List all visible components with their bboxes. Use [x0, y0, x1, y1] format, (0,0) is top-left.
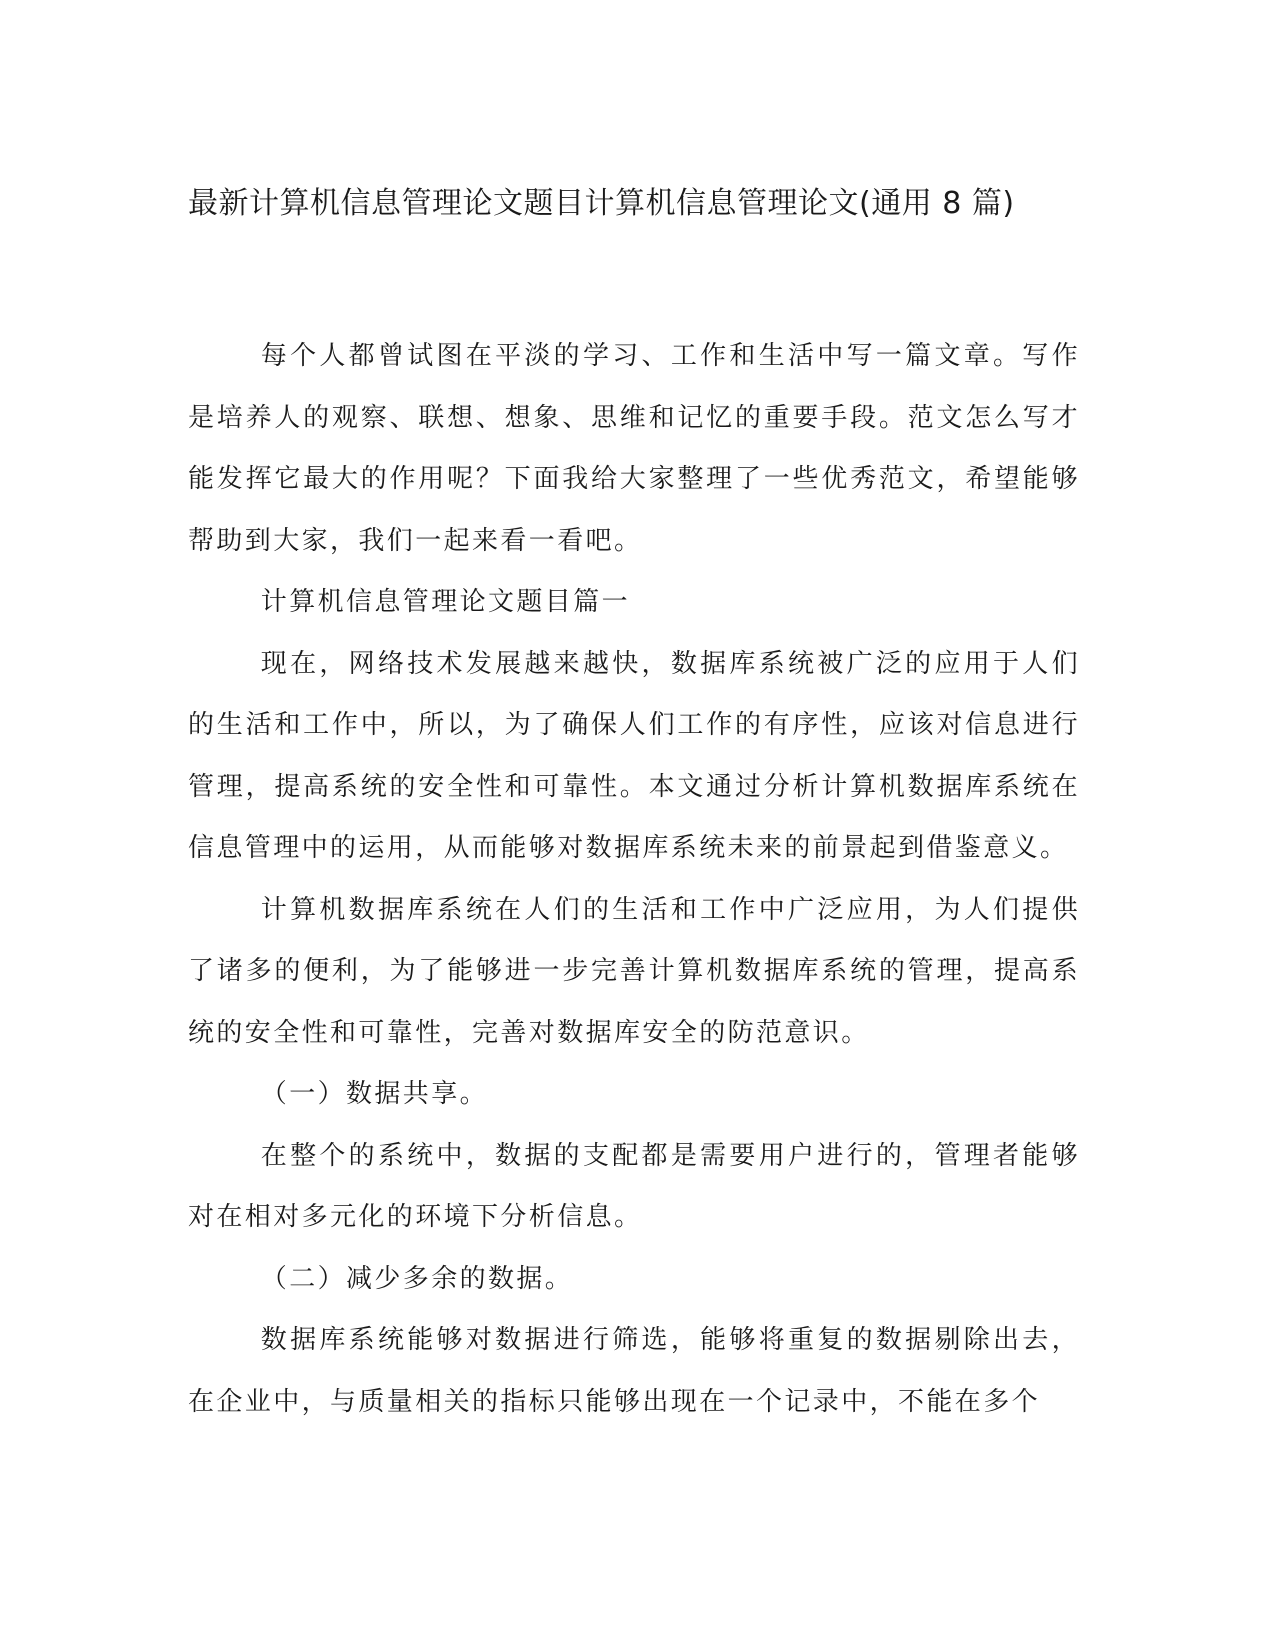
body-paragraph-4: 数据库系统能够对数据进行筛选，能够将重复的数据剔除出去，在企业中，与质量相关的指标只能够出现在一个记录中，不能在多个	[188, 1325, 1080, 1417]
body-paragraph-3: 在整个的系统中，数据的支配都是需要用户进行的，管理者能够对在相对多元化的环境下分析信息。	[188, 1140, 1080, 1232]
subheading-reduce-redundancy: （二）减少多余的数据。	[260, 1263, 574, 1294]
body-paragraph-2: 计算机数据库系统在人们的生活和工作中广泛应用，为人们提供了诸多的便利，为了能够进一步完善计算机数据库系统的管理，提高系统的安全性和可靠性，完善对数据库安全的防范意识。	[188, 894, 1080, 1048]
section-heading-1: 计算机信息管理论文题目篇一	[260, 587, 630, 617]
subheading-data-sharing: （一）数据共享。	[260, 1079, 488, 1109]
intro-paragraph: 每个人都曾试图在平淡的学习、工作和生活中写一篇文章。写作是培养人的观察、联想、想象、思维和记忆的重要手段。范文怎么写才能发挥它最大的作用呢？下面我给大家整理了一些优秀范文，希望能够帮助到大家，我们一起来看一看吧。	[188, 341, 1080, 556]
document-title: 最新计算机信息管理论文题目计算机信息管理论文(通用 8 篇)	[188, 186, 1015, 221]
document-body	[188, 326, 1080, 1433]
body-paragraph-1: 现在，网络技术发展越来越快，数据库系统被广泛的应用于人们的生活和工作中，所以，为了确保人们工作的有序性，应该对信息进行管理，提高系统的安全性和可靠性。本文通过分析计算机数据库系统在信息管理中的运用，从而能够对数据库系统未来的前景起到借鉴意义。	[188, 648, 1080, 863]
